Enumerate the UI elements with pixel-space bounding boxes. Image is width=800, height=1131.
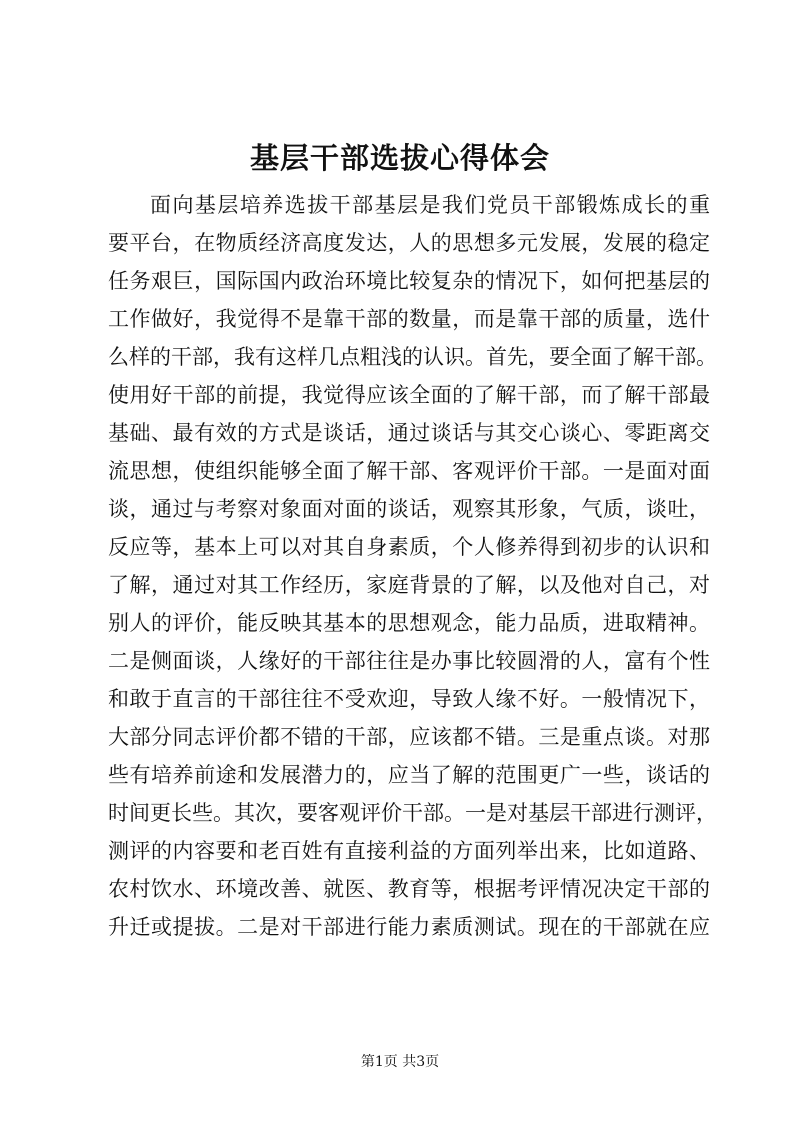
body-line: 别人的评价，能反映其基本的思想观念，能力品质，进取精神。 — [108, 611, 710, 635]
body-line: 和敢于直言的干部往往不受欢迎，导致人缘不好。一般情况下， — [108, 687, 710, 711]
body-line: 反应等，基本上可以对其自身素质，个人修养得到初步的认识和 — [108, 535, 710, 559]
body-line: 了解，通过对其工作经历，家庭背景的了解，以及他对自己，对 — [108, 573, 710, 597]
body-line: 时间更长些。其次，要客观评价干部。一是对基层干部进行测评， — [108, 801, 717, 825]
body-line: 基础、最有效的方式是谈话，通过谈话与其交心谈心、零距离交 — [108, 421, 710, 445]
body-line: 么样的干部，我有这样几点粗浅的认识。首先，要全面了解干部。 — [108, 345, 717, 369]
body-line: 二是侧面谈，人缘好的干部往往是办事比较圆滑的人，富有个性 — [108, 649, 710, 673]
body-line: 流思想，使组织能够全面了解干部、客观评价干部。一是面对面 — [108, 459, 710, 483]
document-body — [108, 186, 717, 946]
page-footer: 第1页 共3页 — [360, 1054, 440, 1070]
body-line: 测评的内容要和老百姓有直接利益的方面列举出来，比如道路、 — [108, 839, 710, 863]
body-line: 升迁或提拔。二是对干部进行能力素质测试。现在的干部就在应 — [108, 915, 710, 939]
body-line: 农村饮水、环境改善、就医、教育等，根据考评情况决定干部的 — [108, 877, 710, 901]
body-line: 大部分同志评价都不错的干部，应该都不错。三是重点谈。对那 — [108, 725, 710, 749]
body-line: 工作做好，我觉得不是靠干部的数量，而是靠干部的质量，选什 — [108, 307, 710, 331]
body-line: 谈，通过与考察对象面对面的谈话，观察其形象，气质，谈吐， — [108, 497, 710, 521]
body-line: 要平台，在物质经济高度发达，人的思想多元发展，发展的稳定 — [108, 231, 710, 255]
body-line: 面向基层培养选拔干部基层是我们党员干部锻炼成长的重 — [150, 193, 710, 217]
body-line: 任务艰巨，国际国内政治环境比较复杂的情况下，如何把基层的 — [108, 269, 710, 293]
body-line: 些有培养前途和发展潜力的，应当了解的范围更广一些，谈话的 — [108, 763, 710, 787]
document-title: 基层干部选拔心得体会 — [249, 141, 550, 175]
body-line: 使用好干部的前提，我觉得应该全面的了解干部，而了解干部最 — [108, 383, 710, 407]
